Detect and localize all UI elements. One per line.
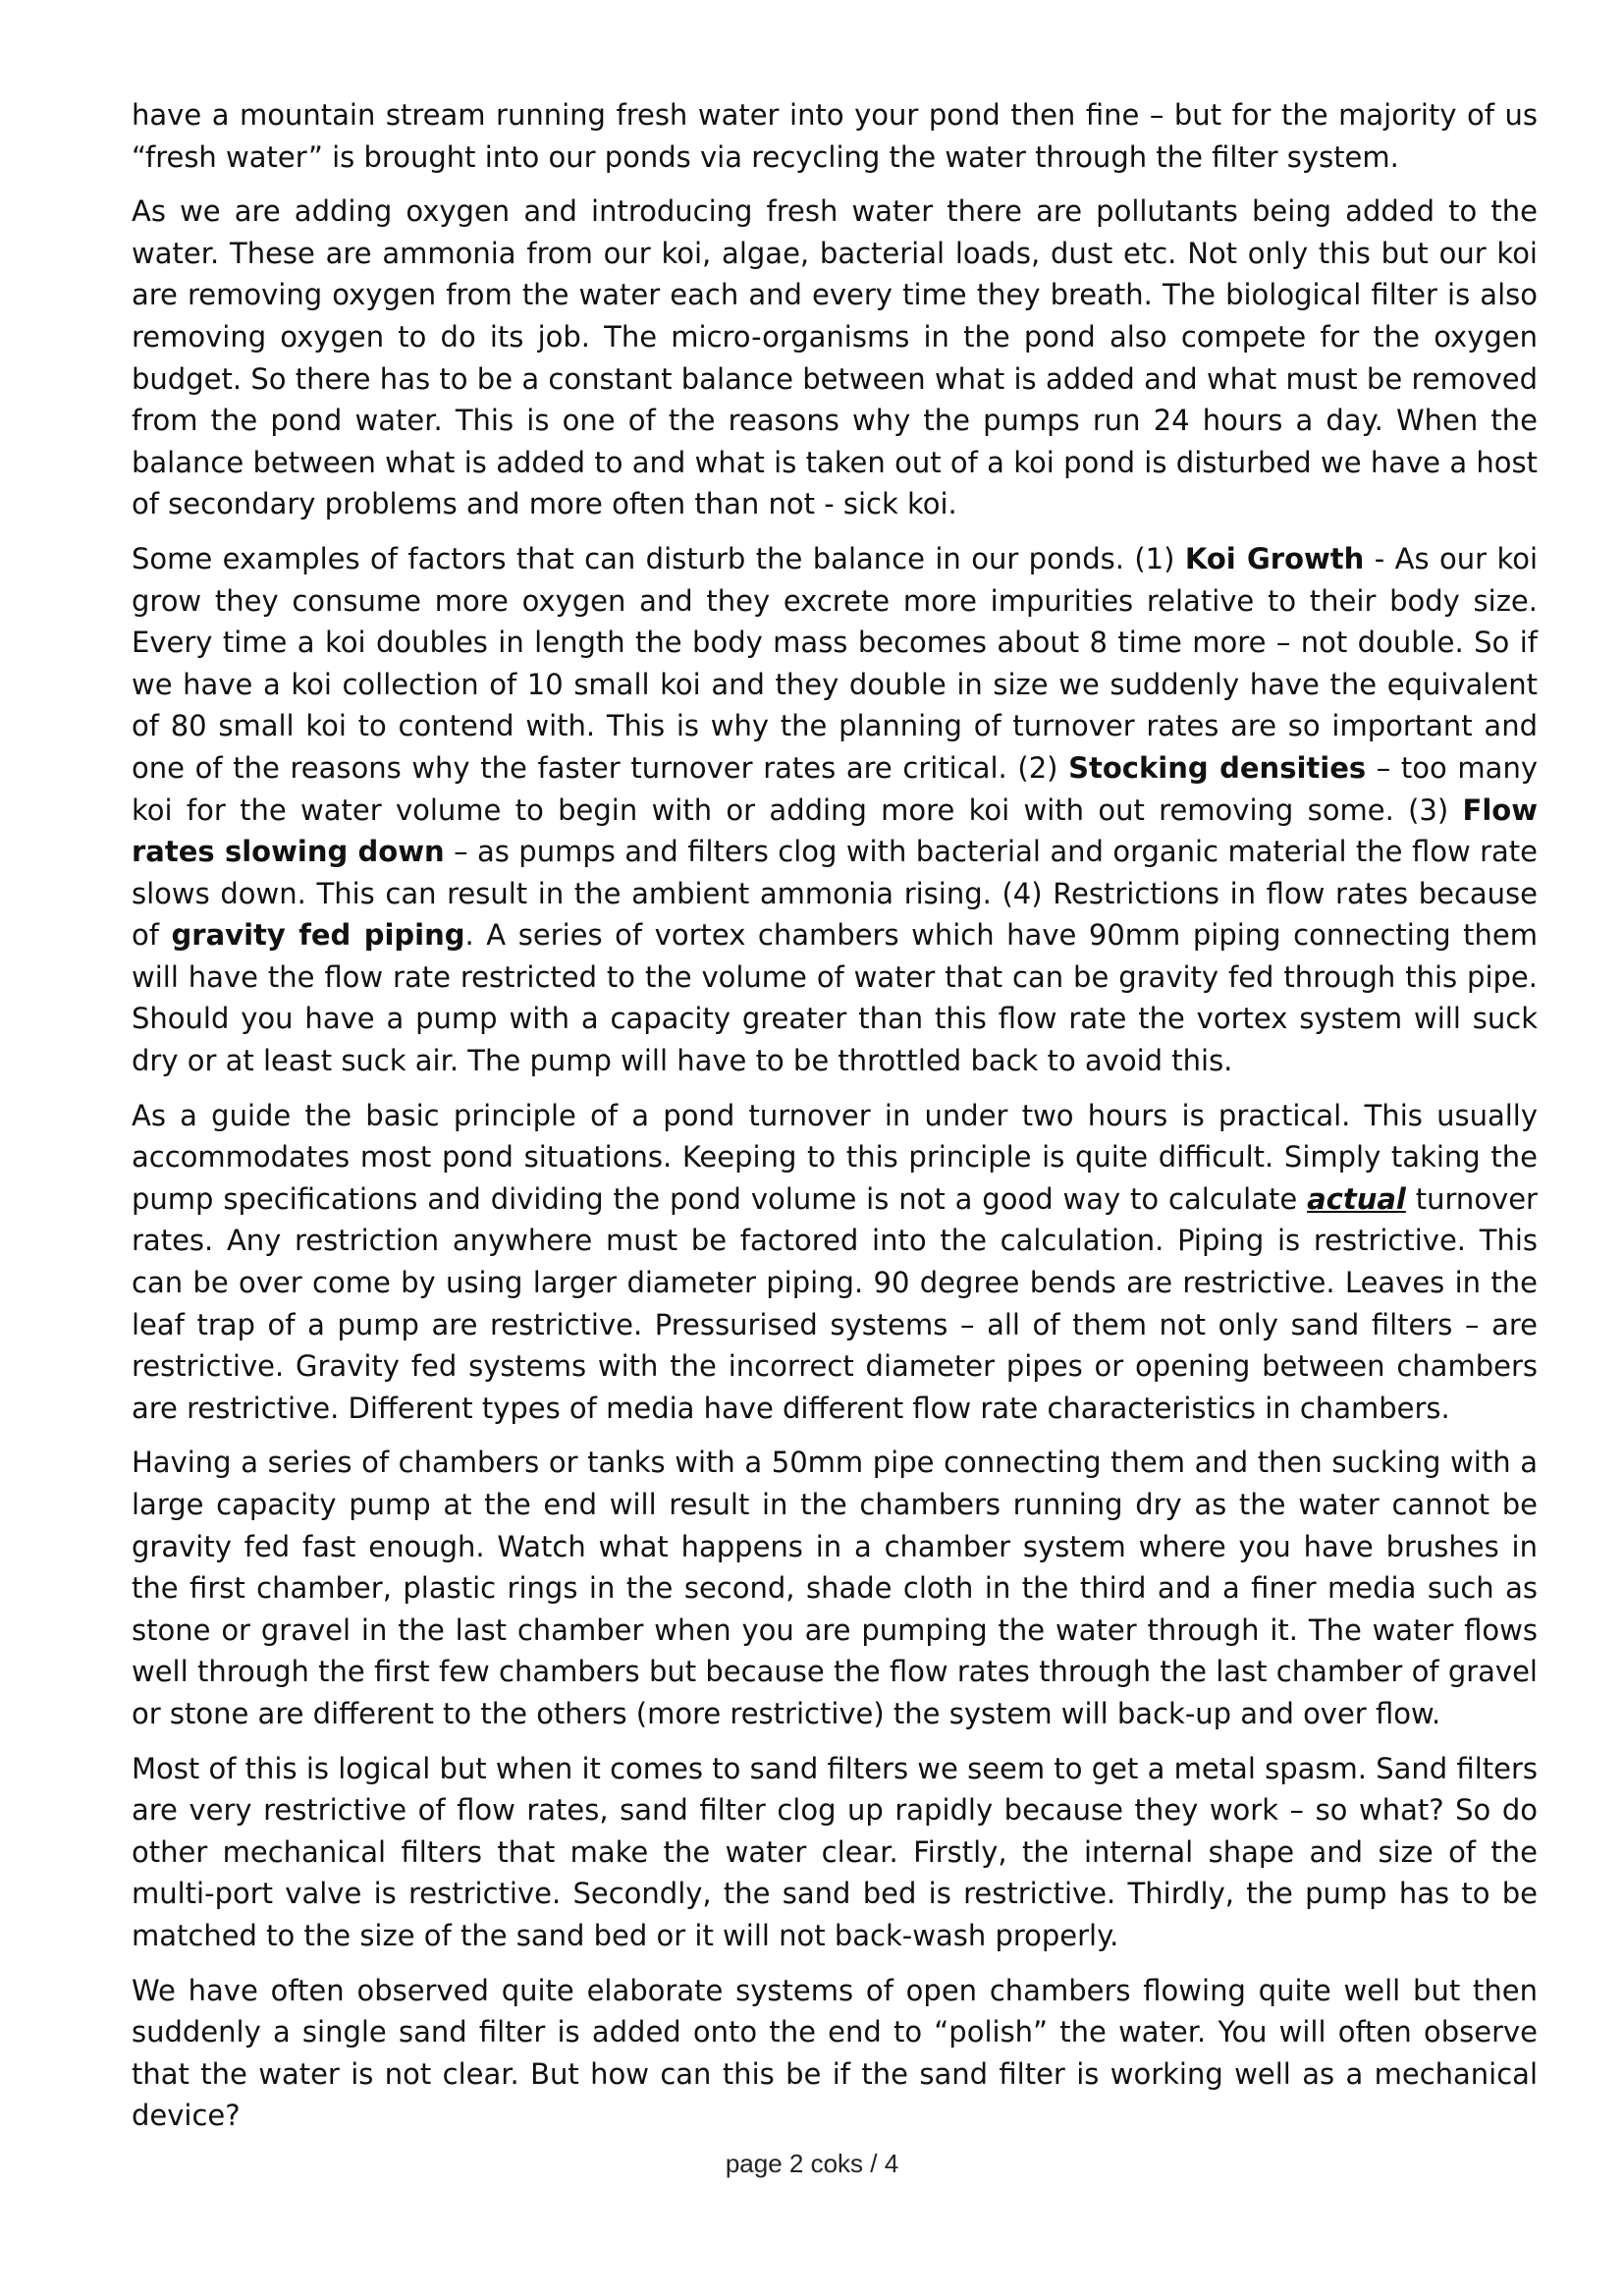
paragraph-text: Having a series of chambers or tanks with a 50mm pipe connecting them and then sucking with a large capacity pump at the end will result in the chambers running dry as the water cannot be gravity fed fast enough. Watch what happens in a chamber system where you have brushes in the first chamber, plastic rings in the second, shade cloth in the third and a finer media such as stone or gravel in the last chamber when you are pumping the water through it. The water flows well through the first few chambers but because the flow rates through the last chamber of gravel or stone are different to the others (more restrictive) the system will back-up and over flow.: [132, 1446, 1538, 1730]
paragraph-7: [132, 1970, 1538, 2137]
paragraph-text: Some examples of factors that can disturb the balance in our ponds. (1): [132, 541, 1185, 575]
paragraph-1: [132, 94, 1538, 178]
paragraph-4: [132, 1095, 1538, 1430]
paragraph-5: [132, 1442, 1538, 1734]
page-footer: page 2 coks / 4: [725, 2149, 899, 2178]
paragraph-text: - As our koi grow they consume more oxygen and they excrete more impurities relative to their body size. Every time a koi doubles in length the body mass becomes about 8 time more – not double. So if we have a koi collection of 10 small koi and they double in size we suddenly have the equivalent of 80 small koi to contend with. This is why the planning of turnover rates are so important and one of the reasons why the faster turnover rates are critical. (2): [132, 541, 1538, 785]
term-gravity-fed-piping: gravity fed piping: [171, 918, 465, 953]
paragraph-2: [132, 191, 1538, 525]
paragraph-text: We have often observed quite elaborate systems of open chambers flowing quite well but then suddenly a single sand filter is added onto the end to “polish” the water. You will often observe that the water is not clear. But how can this be if the sand filter is working well as a mechanical device?: [132, 1973, 1538, 2133]
document-page: [132, 94, 1538, 2150]
paragraph-text: turnover rates. Any restriction anywhere must be factored into the calculation. Piping is restrictive. This can be over come by using larger diameter piping. 90 degree bends are restrictive. Leaves in the leaf trap of a pump are restrictive. Pressurised systems – all of them not only sand filters – are restrictive. Gravity fed systems with the incorrect diameter pipes or opening between chambers are restrictive. Different types of media have different flow rate characteristics in chambers.: [132, 1181, 1538, 1425]
paragraph-text: As we are adding oxygen and introducing fresh water there are pollutants being added to the water. These are ammonia from our koi, algae, bacterial loads, dust etc. Not only this but our koi are removing oxygen from the water each and every time they breath. The biological filter is also removing oxygen to do its job. The micro-organisms in the pond also compete for the oxygen budget. So there has to be a constant balance between what is added and what must be removed from the pond water. This is one of the reasons why the pumps run 24 hours a day. When the balance between what is added to and what is taken out of a koi pond is disturbed we have a host of secondary problems and more often than not - sick koi.: [132, 194, 1538, 521]
paragraph-6: [132, 1748, 1538, 1957]
paragraph-text: As a guide the basic principle of a pond turnover in under two hours is practical. This usually accommodates most pond situations. Keeping to this principle is quite difficult. Simply taking the pump specifications and dividing the pond volume is not a good way to calculate: [132, 1098, 1538, 1216]
paragraph-3: [132, 538, 1538, 1082]
paragraph-text: Most of this is logical but when it comes to sand filters we seem to get a metal spasm. Sand filters are very restrictive of flow rates, sand filter clog up rapidly because they work – so what? So do other mechanical filters that make the water clear. Firstly, the internal shape and size of the multi-port valve is restrictive. Secondly, the sand bed is restrictive. Thirdly, the pump has to be matched to the size of the sand bed or it will not back-wash properly.: [132, 1751, 1538, 1952]
paragraph-text: – too many koi for the water volume to begin with or adding more koi with out removing some. (3): [132, 750, 1538, 827]
term-koi-growth: Koi Growth: [1184, 541, 1365, 575]
term-flow-rates-slowing-down: Flow rates slowing down: [132, 793, 1538, 869]
term-actual: actual: [1307, 1181, 1406, 1216]
term-stocking-densities: Stocking densities: [1068, 750, 1367, 785]
paragraph-text: . A series of vortex chambers which have 90mm piping connecting them will have the flow rate restricted to the volume of water that can be gravity fed through this pipe. Should you have a pump with a capacity greater than this flow rate the vortex system will suck dry or at least suck air. The pump will have to be throttled back to avoid this.: [132, 918, 1539, 1078]
paragraph-text: – as pumps and filters clog with bacterial and organic material the flow rate slows down. This can result in the ambient ammonia rising. (4) Restrictions in flow rates because of: [132, 835, 1538, 953]
paragraph-text: have a mountain stream running fresh water into your pond then fine – but for the majority of us “fresh water” is brought into our ponds via recycling the water through the filter system.: [132, 98, 1538, 174]
